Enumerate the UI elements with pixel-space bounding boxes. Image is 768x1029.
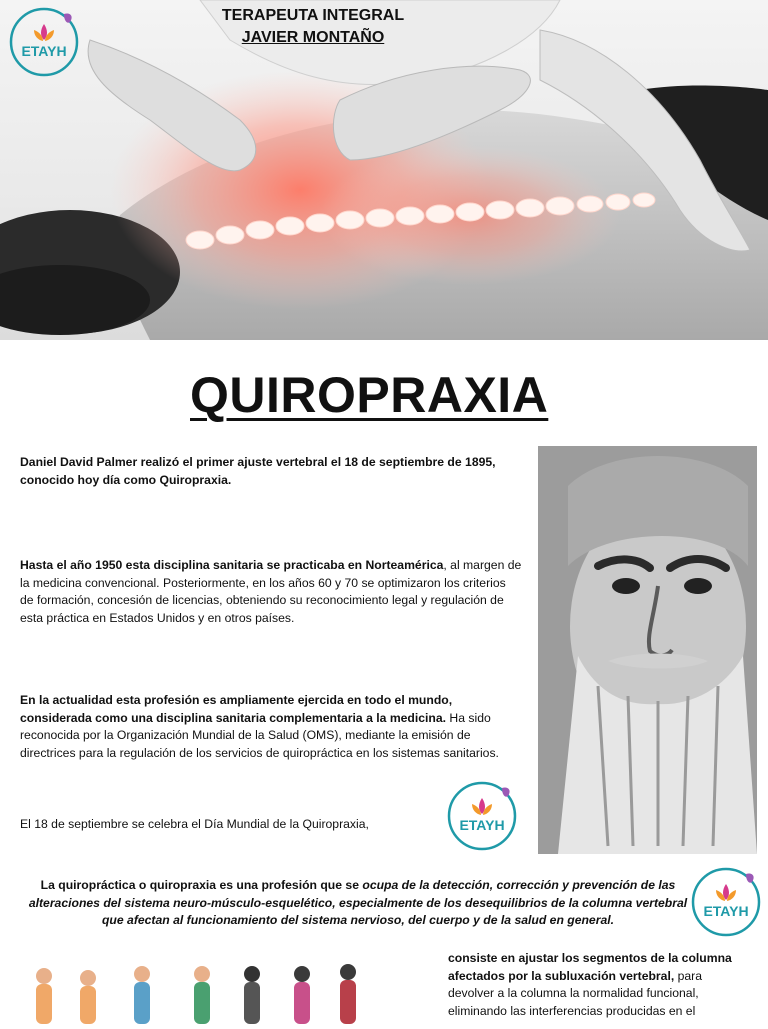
definition-lead: La quiropráctica o quiropraxia es una profesión que se <box>40 878 363 892</box>
svg-text:ETAYH: ETAYH <box>21 43 67 59</box>
therapist-name: JAVIER MONTAÑO <box>241 29 385 46</box>
paragraph-world-day: El 18 de septiembre se celebra el Día Mundial de la Quiropraxia, <box>20 817 369 831</box>
etayh-logo-middle <box>446 780 518 852</box>
paragraph-current-status <box>20 692 522 762</box>
palmer-portrait <box>538 446 757 854</box>
organ-figure <box>340 964 356 1024</box>
history-rest: , al margen de la medicina convencional. Posteriormente, en los años 60 y 70 se optimizaron los criterios de formación, concesión de licencias, obteniendo su reconocimiento legal y regulación de esta práctica en Estados Unidos y en otros países. <box>20 558 522 625</box>
paragraph-history-palmer <box>20 454 522 489</box>
etayh-logo-right <box>690 866 762 938</box>
page-title: QUIROPRAXIA <box>190 367 549 423</box>
hero-image <box>0 0 768 340</box>
svg-text:ETAYH: ETAYH <box>703 903 749 919</box>
posture-figure <box>194 966 210 1024</box>
posture-figure <box>80 970 96 1024</box>
history-bold: Hasta el año 1950 esta disciplina sanitaria se practicaba en Norteamérica <box>20 558 444 572</box>
adjustment-rest: para devolver a la columna la normalidad funcional, eliminando las interferencias producidas en el <box>448 968 702 1018</box>
current-rest: Ha sido reconocida por la Organización Mundial de la Salud (OMS), mediante la emisión de directrices para la regulación de los servicios de quiropráctica en los sistemas sanitarios. <box>20 710 499 760</box>
posture-figure <box>36 968 52 1024</box>
definition-italic: ocupa de la detección, corrección y prevención de las alteraciones del sistema neuro-músculo-esquelético, especialmente de los desequilibrios de la columna vertebral que afectan al funcionamiento del sistema nervioso, del cuerpo y de la salud en general. <box>28 878 688 927</box>
skeleton-figure <box>244 966 260 1024</box>
posture-figure <box>134 966 150 1024</box>
chiropractic-back-illustration <box>0 0 768 340</box>
paragraph-history-1950 <box>20 557 522 627</box>
posture-figures-illustration <box>30 962 370 1024</box>
current-bold: En la actualidad esta profesión es ampliamente ejercida en todo el mundo, considerada como una disciplina sanitaria complementaria a la medicina. <box>20 693 453 725</box>
adjustment-description <box>448 950 748 1020</box>
adjustment-bold: consiste en ajustar los segmentos de la columna afectados por la subluxación vertebral, <box>448 951 732 983</box>
svg-text:ETAYH: ETAYH <box>459 817 505 833</box>
palmer-text: Daniel David Palmer realizó el primer ajuste vertebral el 18 de septiembre de 1895, conocido hoy día como Quiropraxia. <box>20 455 496 487</box>
therapist-role: TERAPEUTA INTEGRAL <box>221 7 405 24</box>
etayh-logo <box>8 6 80 78</box>
definition-text <box>28 877 688 930</box>
organ-figure <box>294 966 310 1024</box>
